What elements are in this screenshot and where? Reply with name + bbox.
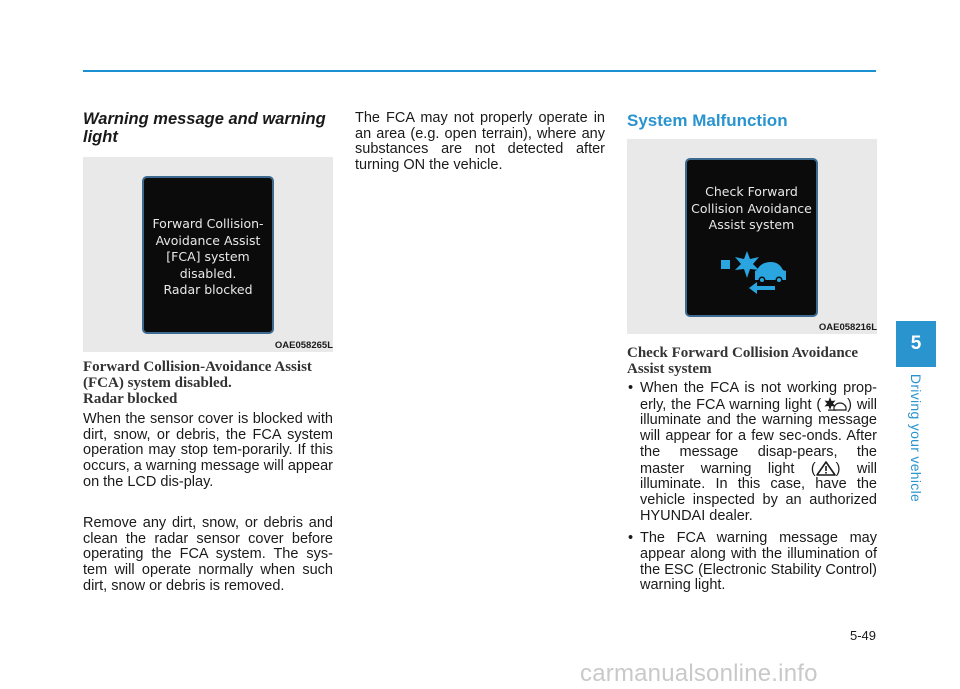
- radar-blocked-subheading: [83, 359, 333, 407]
- subheading-line: Check Forward Collision Avoidance: [627, 345, 858, 361]
- figure-code: OAE058265L: [274, 340, 333, 351]
- chapter-label: Driving your vehicle: [908, 373, 924, 503]
- bullet-text: When the FCA is not working prop-erly, the FCA warning light (: [640, 380, 877, 413]
- subheading-line: Forward Collision-Avoidance Assist: [83, 359, 312, 375]
- fca-warning-light-icon: [821, 397, 847, 412]
- list-item: [627, 531, 877, 594]
- master-warning-light-icon: [816, 461, 836, 476]
- lcd-figure-radar-blocked: [83, 157, 333, 352]
- check-fca-subheading: [627, 345, 877, 377]
- bullet-text: ) will illuminate and the warning message will appear for a few sec-onds. After the message disap-pears, the master warning light (: [640, 396, 877, 477]
- lcd-message: Forward Collision- Avoidance Assist [FCA] system disabled. Radar blocked: [152, 216, 264, 297]
- bullet-dot: •: [628, 380, 634, 396]
- paragraph: The FCA may not properly operate in an area (e.g. open terrain), where any substances are not detected after turning ON the vehicle.: [355, 110, 605, 174]
- lcd-message: Check Forward Collision Avoidance Assist system: [691, 184, 812, 232]
- subheading-line: Radar blocked: [83, 391, 178, 407]
- subheading-line: (FCA) system disabled.: [83, 375, 232, 391]
- paragraph: When the sensor cover is blocked with dirt, snow, or debris, the FCA system operation may stop tem-porarily. If this occurs, a warning message will appear on the LCD dis-play.: [83, 411, 333, 490]
- bullet-dot: •: [628, 530, 634, 547]
- chapter-number-tab: 5: [896, 321, 936, 367]
- bullet-text: The FCA warning message may appear along with the illumination of the ESC (Electronic Stability Control) warning light.: [640, 530, 877, 594]
- watermark: carmanualsonline.info: [580, 660, 818, 687]
- list-item: [627, 381, 877, 524]
- header-rule: [83, 70, 876, 72]
- figure-code: OAE058216L: [818, 322, 877, 333]
- paragraph: Remove any dirt, snow, or debris and clean the radar sensor cover before operating the FCA system. The sys-tem will operate normally when such dirt, snow or debris is removed.: [83, 515, 333, 594]
- lcd-figure-system-malfunction: [627, 139, 877, 334]
- page-number: 5-49: [849, 628, 876, 643]
- lcd-screen: [142, 176, 274, 334]
- subheading-line: Assist system: [627, 361, 712, 377]
- malfunction-bullet-list: [627, 381, 877, 601]
- fca-collision-warning-icon: [717, 248, 789, 300]
- warning-message-heading: Warning message and warning light: [83, 110, 326, 146]
- lcd-screen: [685, 158, 818, 317]
- bullet-text: ) will illuminate. In this case, have the vehicle inspected by an authorized HYUNDAI dealer.: [640, 460, 877, 524]
- section-heading: System Malfunction: [627, 111, 788, 130]
